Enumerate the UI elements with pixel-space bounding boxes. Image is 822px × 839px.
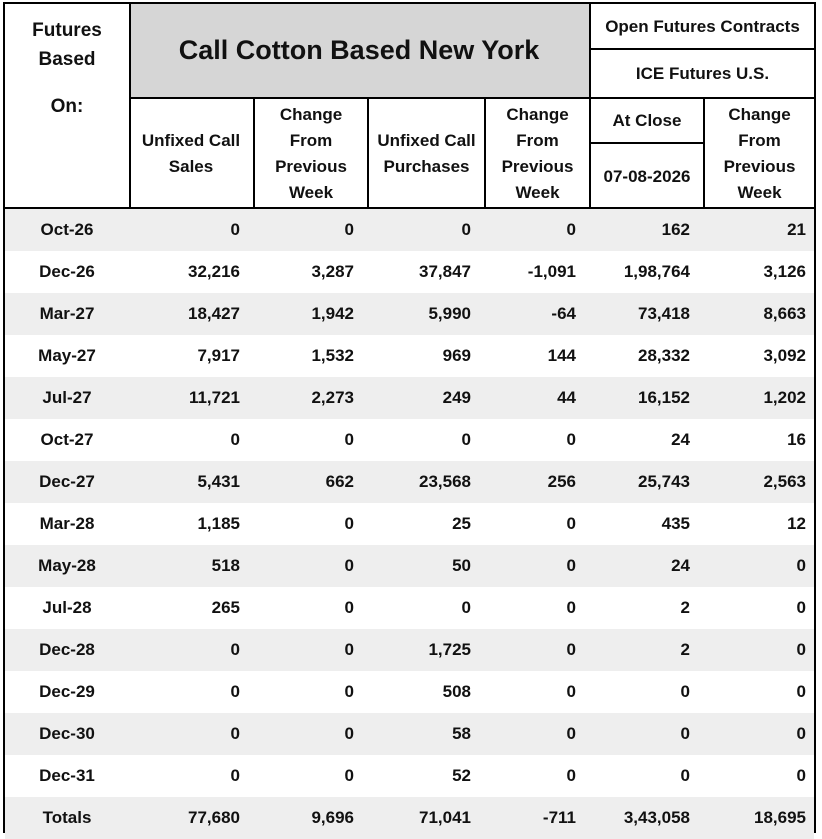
sales-change-cell: 0 bbox=[344, 598, 354, 617]
open-contracts-cell: 0 bbox=[680, 724, 690, 743]
grid-line bbox=[484, 97, 486, 209]
grid-line bbox=[589, 48, 814, 50]
month-cell: Mar-27 bbox=[39, 304, 95, 323]
unfixed-sales-cell: 0 bbox=[230, 682, 240, 701]
col-header-line: Week bbox=[288, 183, 334, 202]
date-label: 07-08-2026 bbox=[603, 166, 691, 186]
col-header-line: From bbox=[516, 131, 559, 150]
open-change-cell: 3,126 bbox=[763, 262, 806, 281]
open-change-total: 18,695 bbox=[754, 808, 806, 827]
grid-line bbox=[253, 97, 255, 209]
sales-change-cell: 0 bbox=[344, 682, 354, 701]
table-row bbox=[5, 251, 814, 293]
grid-line bbox=[129, 4, 131, 209]
month-cell: Mar-28 bbox=[39, 514, 95, 533]
purchases-change-cell: 0 bbox=[566, 640, 576, 659]
unfixed-purchases-cell: 249 bbox=[442, 388, 471, 407]
sales-change-cell: 662 bbox=[325, 472, 354, 491]
purchases-change-cell: 0 bbox=[566, 220, 576, 239]
table-row bbox=[5, 545, 814, 587]
month-cell: Dec-29 bbox=[39, 682, 95, 701]
col-header-line: Unfixed Call bbox=[377, 131, 476, 150]
col-header-line: Unfixed Call bbox=[141, 131, 241, 150]
unfixed-sales-cell: 18,427 bbox=[188, 304, 240, 323]
month-cell: Jul-27 bbox=[42, 388, 92, 407]
unfixed-purchases-cell: 1,725 bbox=[428, 640, 471, 659]
col-header-line: Sales bbox=[168, 157, 214, 176]
table-row bbox=[5, 419, 814, 461]
sales-change-cell: 1,942 bbox=[311, 304, 354, 323]
month-cell: Oct-26 bbox=[40, 220, 94, 239]
unfixed-purchases-cell: 25 bbox=[452, 514, 471, 533]
open-change-cell: 3,092 bbox=[763, 346, 806, 365]
open-contracts-cell: 1,98,764 bbox=[623, 262, 690, 281]
exchange-header bbox=[591, 50, 814, 97]
sales-change-cell: 0 bbox=[344, 514, 354, 533]
grid-line bbox=[703, 97, 705, 209]
table-row bbox=[5, 461, 814, 503]
unfixed-purchases-cell: 0 bbox=[461, 430, 471, 449]
unfixed-sales-cell: 11,721 bbox=[188, 388, 240, 407]
purchases-change-cell: 144 bbox=[547, 346, 576, 365]
unfixed-sales-cell: 518 bbox=[211, 556, 240, 575]
open-contracts-cell: 0 bbox=[680, 766, 690, 785]
table-body bbox=[5, 209, 814, 839]
open-contracts-cell: 2 bbox=[680, 598, 690, 617]
open-contracts-cell: 24 bbox=[671, 430, 690, 449]
month-cell: May-28 bbox=[38, 556, 96, 575]
month-cell: Dec-31 bbox=[39, 766, 95, 785]
open-change-cell: 0 bbox=[796, 640, 806, 659]
unfixed-sales-cell: 0 bbox=[230, 724, 240, 743]
table-row bbox=[5, 377, 814, 419]
table-row bbox=[5, 587, 814, 629]
sales-change-cell: 0 bbox=[344, 724, 354, 743]
col-header-line: Previous bbox=[723, 157, 796, 176]
open-change-cell: 0 bbox=[796, 598, 806, 617]
col-header-change-purchases bbox=[486, 99, 589, 209]
open-change-cell: 21 bbox=[787, 220, 806, 239]
purchases-change-cell: 0 bbox=[566, 430, 576, 449]
col-header-change-open bbox=[705, 99, 814, 209]
table-row bbox=[5, 293, 814, 335]
purchases-change-cell: -64 bbox=[551, 304, 576, 323]
sales-change-cell: 0 bbox=[344, 220, 354, 239]
unfixed-purchases-cell: 58 bbox=[452, 724, 471, 743]
month-cell: Dec-27 bbox=[39, 472, 95, 491]
unfixed-purchases-cell: 508 bbox=[442, 682, 471, 701]
unfixed-sales-cell: 0 bbox=[230, 766, 240, 785]
col-header-unfixed-purchases bbox=[369, 99, 484, 209]
unfixed-purchases-cell: 23,568 bbox=[419, 472, 471, 491]
at-close-label: At Close bbox=[612, 110, 682, 130]
month-cell: Dec-28 bbox=[39, 640, 95, 659]
open-contracts-total: 3,43,058 bbox=[623, 808, 690, 827]
purchases-change-cell: 0 bbox=[566, 598, 576, 617]
purchases-change-total: -711 bbox=[542, 808, 576, 827]
unfixed-sales-cell: 0 bbox=[230, 220, 240, 239]
corner-line-3: On: bbox=[50, 95, 84, 117]
col-header-at-close bbox=[591, 99, 703, 142]
col-header-line: Change bbox=[279, 105, 343, 124]
col-header-line: From bbox=[289, 131, 333, 150]
open-change-cell: 2,563 bbox=[763, 472, 806, 491]
open-contracts-cell: 25,743 bbox=[638, 472, 690, 491]
purchases-change-cell: 0 bbox=[566, 766, 576, 785]
open-change-cell: 0 bbox=[796, 766, 806, 785]
open-change-cell: 0 bbox=[796, 682, 806, 701]
month-cell: Oct-27 bbox=[40, 430, 94, 449]
month-cell: May-27 bbox=[38, 346, 96, 365]
sales-change-cell: 0 bbox=[344, 640, 354, 659]
col-header-line: Week bbox=[515, 183, 560, 202]
open-change-cell: 0 bbox=[796, 556, 806, 575]
open-contracts-cell: 16,152 bbox=[638, 388, 690, 407]
purchases-change-cell: 0 bbox=[566, 682, 576, 701]
sales-change-cell: 1,532 bbox=[311, 346, 354, 365]
purchases-change-cell: 0 bbox=[566, 724, 576, 743]
purchases-change-cell: 0 bbox=[566, 556, 576, 575]
purchases-change-cell: 256 bbox=[547, 472, 576, 491]
col-header-change-sales bbox=[255, 99, 367, 209]
unfixed-sales-cell: 7,917 bbox=[197, 346, 240, 365]
unfixed-sales-cell: 5,431 bbox=[197, 472, 240, 491]
unfixed-sales-total: 77,680 bbox=[188, 808, 240, 827]
open-change-cell: 0 bbox=[796, 724, 806, 743]
col-header-line: Change bbox=[728, 105, 791, 124]
corner-line-1: Futures bbox=[32, 19, 102, 41]
table-title-text: Call Cotton Based New York bbox=[178, 35, 540, 65]
totals-row bbox=[5, 797, 814, 839]
table-row bbox=[5, 755, 814, 797]
table-row bbox=[5, 671, 814, 713]
sales-change-cell: 0 bbox=[344, 430, 354, 449]
table-row bbox=[5, 209, 814, 251]
col-header-line: Previous bbox=[275, 157, 347, 176]
open-futures-label: Open Futures Contracts bbox=[605, 17, 800, 36]
cotton-futures-table bbox=[3, 2, 816, 833]
col-header-line: Change bbox=[506, 105, 569, 124]
col-header-line: Purchases bbox=[383, 157, 470, 176]
unfixed-purchases-cell: 37,847 bbox=[419, 262, 471, 281]
sales-change-cell: 3,287 bbox=[311, 262, 354, 281]
grid-line bbox=[589, 142, 705, 144]
grid-line bbox=[367, 97, 369, 209]
purchases-change-cell: 44 bbox=[557, 388, 576, 407]
open-contracts-cell: 28,332 bbox=[638, 346, 690, 365]
unfixed-purchases-total: 71,041 bbox=[419, 808, 471, 827]
open-contracts-cell: 162 bbox=[661, 220, 690, 239]
unfixed-sales-cell: 32,216 bbox=[188, 262, 240, 281]
totals-label: Totals bbox=[42, 808, 92, 827]
table-row bbox=[5, 629, 814, 671]
unfixed-purchases-cell: 52 bbox=[452, 766, 471, 785]
table-title bbox=[129, 4, 589, 97]
col-header-date bbox=[591, 144, 703, 209]
open-change-cell: 1,202 bbox=[763, 388, 806, 407]
unfixed-purchases-cell: 0 bbox=[461, 220, 471, 239]
unfixed-sales-cell: 1,185 bbox=[197, 514, 240, 533]
month-cell: Dec-30 bbox=[39, 724, 95, 743]
unfixed-sales-cell: 265 bbox=[211, 598, 240, 617]
unfixed-purchases-cell: 0 bbox=[461, 598, 471, 617]
month-cell: Dec-26 bbox=[39, 262, 95, 281]
grid-line bbox=[589, 4, 591, 209]
unfixed-purchases-cell: 5,990 bbox=[428, 304, 471, 323]
open-contracts-cell: 0 bbox=[680, 682, 690, 701]
open-change-cell: 8,663 bbox=[763, 304, 806, 323]
unfixed-purchases-cell: 969 bbox=[442, 346, 471, 365]
sales-change-cell: 2,273 bbox=[311, 388, 354, 407]
unfixed-sales-cell: 0 bbox=[230, 640, 240, 659]
open-contracts-cell: 435 bbox=[661, 514, 690, 533]
open-futures-header bbox=[591, 4, 814, 50]
unfixed-purchases-cell: 50 bbox=[452, 556, 471, 575]
table-row bbox=[5, 503, 814, 545]
sales-change-cell: 0 bbox=[344, 556, 354, 575]
open-contracts-cell: 73,418 bbox=[638, 304, 690, 323]
grid-line bbox=[129, 97, 814, 99]
table-row bbox=[5, 335, 814, 377]
exchange-label: ICE Futures U.S. bbox=[635, 63, 770, 83]
open-contracts-cell: 2 bbox=[680, 640, 690, 659]
sales-change-cell: 0 bbox=[344, 766, 354, 785]
unfixed-sales-cell: 0 bbox=[230, 430, 240, 449]
month-cell: Jul-28 bbox=[42, 598, 92, 617]
open-contracts-cell: 24 bbox=[671, 556, 690, 575]
open-change-cell: 16 bbox=[787, 430, 806, 449]
corner-header bbox=[5, 4, 129, 117]
col-header-unfixed-sales bbox=[129, 99, 253, 209]
table-row bbox=[5, 713, 814, 755]
sales-change-total: 9,696 bbox=[311, 808, 354, 827]
col-header-line: Previous bbox=[501, 157, 574, 176]
corner-line-2: Based bbox=[38, 48, 96, 70]
open-change-cell: 12 bbox=[787, 514, 806, 533]
purchases-change-cell: -1,091 bbox=[527, 262, 576, 281]
purchases-change-cell: 0 bbox=[566, 514, 576, 533]
col-header-line: From bbox=[738, 131, 781, 150]
col-header-line: Week bbox=[737, 183, 782, 202]
